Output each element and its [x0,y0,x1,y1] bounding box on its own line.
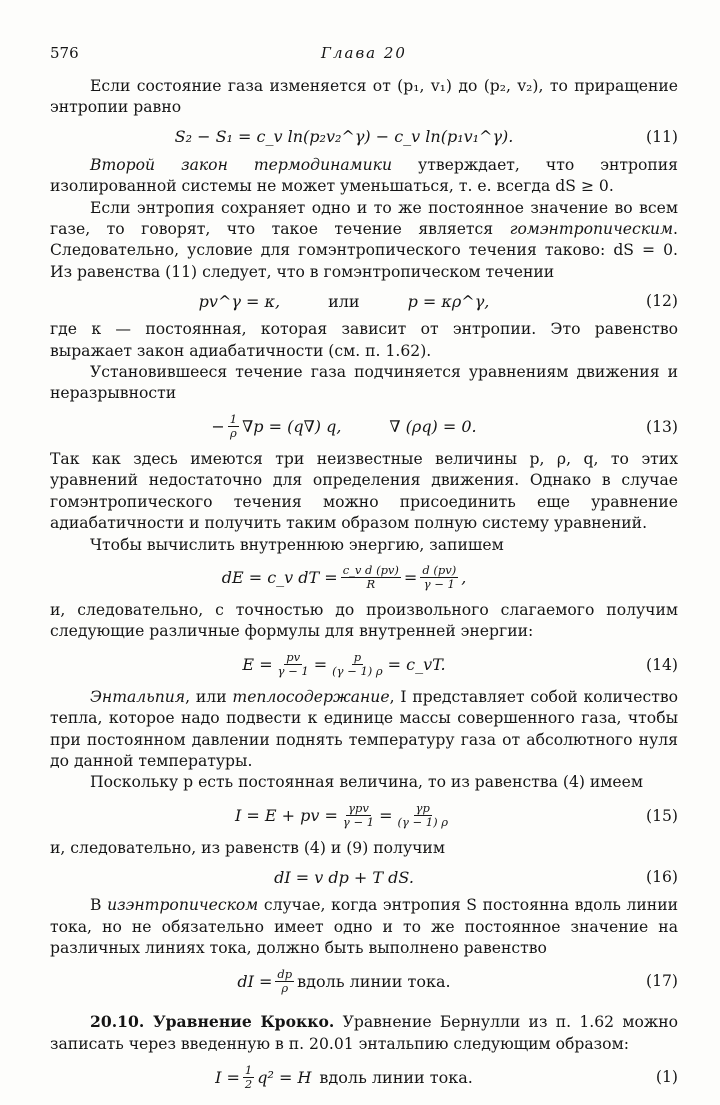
term-heat-content: теплосодержание [232,687,390,706]
equation-13-motion: ∇p = (q∇) q, [242,417,342,437]
paragraph-text: , или [185,687,233,706]
equation-17-text: вдоль линии тока. [297,971,451,991]
fraction-numerator: 1 [244,1062,253,1077]
equation-1-rhs: q² = H [257,1067,312,1087]
paragraph-text: Уравнение Бернулли из п. 1.62 можно записать через введенную в п. 20.01 энтальпию следующим образом: [50,1013,678,1053]
equation-12-left: pv^γ = κ, [198,291,281,311]
equation-11-expr: S₂ − S₁ = c_v ln(p₂v₂^γ) − c_v ln(p₁v₁^γ). [174,127,514,147]
equation-13-continuity: ∇ (ρq) = 0. [389,417,477,437]
fraction-denominator: (γ − 1) ρ [332,664,383,679]
equation-number: (16) [645,868,678,887]
term-enthalpy: Энтальпия [90,687,186,706]
fraction [341,802,376,829]
paragraph-constant-p: Поскольку p есть постоянная величина, то из равенства (4) имеем [90,773,644,792]
fraction-denominator: γ − 1 [277,664,309,679]
paragraph-entropy-change: Если состояние газа изменяется от (p₁, v₁) до (p₂, v₂), то приращение энтропии равно [50,77,678,117]
paragraph-text: , I представляет собой количество тепла, которое надо подвести к единице массы совершенного газа, чтобы при постоянном давлении поднять температуру газа от абсолютного нуля до данной температуры. [50,687,678,770]
equation-1-text: вдоль линии тока. [319,1067,473,1087]
fraction [341,564,401,591]
equation-dE-lhs: dE = c_v dT = [221,568,338,588]
fraction-numerator: γpv [348,801,369,816]
equation-14-lhs: E = [242,655,273,675]
fraction-numerator: 1 [229,412,238,427]
fraction-denominator: R [366,577,376,592]
fraction-numerator: p [353,650,362,665]
equation-13: − $\frac{1}{\rho}$ ∇p = (q∇) q, ∇ (ρq) = 0. (13) [50,405,678,449]
fraction-denominator: ρ [230,426,237,441]
equation-number: (15) [645,806,678,825]
equation-number: (12) [645,292,678,311]
paragraph-internal-energy: Чтобы вычислить внутреннюю энергию, запишем [90,535,504,554]
section-heading-crocco: 20.10. Уравнение Крокко. [90,1012,335,1032]
paragraph-adiabatic-law: где κ — постоянная, которая зависит от энтропии. Это равенство выражает закон адиабатичности (см. п. 1.62). [50,320,678,360]
paragraph-enthalpy [50,687,678,773]
fraction [276,651,311,678]
paragraph-homentropic [50,198,678,284]
paragraph-text: . Следовательно, условие для гомэнтропического течения таково: dS = 0. Из равенства (11) следует, что в гомэнтропическом течении [50,220,678,281]
equation-number: (17) [645,972,678,991]
term-isentropic: изэнтропическом [107,896,259,915]
equation-number: (13) [645,417,678,436]
equation-dE: dE = c_v dT = $\frac{\text{c\_v d (pv)}}{R}$ = $\frac{d (pv)}{\gamma - 1}$ , [221,563,467,592]
fraction-denominator: γ − 1 [423,577,455,592]
equation-14-rhs: = c_vT. [387,655,446,675]
equation-number: (14) [645,655,678,674]
paragraph-from-4-9: и, следовательно, из равенств (4) и (9) получим [50,838,445,857]
fraction [243,1064,254,1091]
equation-1 [50,1055,678,1099]
term-homentropic: гомэнтропическим [509,220,674,239]
fraction [275,968,294,995]
fraction [420,564,458,591]
fraction-numerator: pv [286,650,301,665]
equation-1-lhs: I = [215,1067,240,1087]
paragraph-text: случае, когда энтропия S постоянна вдоль линии тока, но не обязательно имеет одно и то же постоянное значение на различных линиях тока, должно быть выполнено равенство [50,896,678,957]
fraction-numerator: c_v d (pv) [342,563,399,578]
term-second-law: Второй закон термодинамики [90,155,393,174]
equation-number: (11) [645,127,678,146]
paragraph-second-law [50,155,678,198]
equation-16 [50,859,678,895]
equation-number: (1) [655,1068,678,1087]
paragraph-crocco [50,1011,678,1055]
fraction-denominator: (γ − 1) ρ [397,815,448,830]
paragraph-text: утверждает, что энтропия изолированной системы не может уменьшаться, т. е. всегда dS ≥ 0. [50,155,679,196]
fraction [228,413,239,440]
equation-15: I = E + pv = $\frac{\text{γpv}}{\gamma - 1}$ = $\frac{\gamma p}{(\gamma - 1) \rho}$ (15) [50,794,678,838]
running-title: Глава 20 [321,44,407,62]
equation-14: E = $\frac{pv}{\gamma - 1}$ = $\frac{p}{(\gamma - 1) \rho}$ = c_vT. (14) [50,643,678,687]
paragraph-text: Если энтропия сохраняет одно и то же постоянное значение во всем газе, то говорят, что такое течение является [50,198,678,239]
page-header [50,44,678,64]
fraction-denominator: ρ [281,980,289,995]
equation-17 [50,959,678,1003]
equation-12-or: или [328,291,360,311]
fraction-denominator: 2 [244,1076,253,1091]
equation-17-lhs: dI = [237,971,273,991]
fraction [395,802,450,829]
paragraph-energy-formulas: и, следовательно, с точностью до произвольного слагаемого получим следующие различные формулы для внутренней энергии: [50,600,678,641]
page-body [50,76,678,1099]
paragraph-text: В [90,896,108,915]
equation-16-expr: dI = v dp + T dS. [274,867,414,887]
page-number: 576 [50,44,79,62]
paragraph-isentropic [50,895,678,959]
fraction-numerator: γp [415,801,430,816]
equation-15-lhs: I = E + pv = [234,806,338,826]
fraction [330,651,385,678]
fraction-denominator: γ − 1 [342,815,375,830]
fraction-numerator: d (pv) [422,563,457,578]
paragraph-unknowns: Так как здесь имеются три неизвестные величины p, ρ, q, то этих уравнений недостаточно для определения движения. Однако в случае гомэнтропического течения можно присоединить еще уравнение адиабатичности и получить таким образом полную систему уравнений. [50,449,678,533]
paragraph-steady-flow: Установившееся течение газа подчиняется уравнениям движения и неразрывности [50,363,678,403]
fraction-numerator: dp [277,966,293,981]
equation-11 [50,119,678,155]
equation-12 [50,283,678,319]
equation-12-right: p = κρ^γ, [407,291,490,311]
